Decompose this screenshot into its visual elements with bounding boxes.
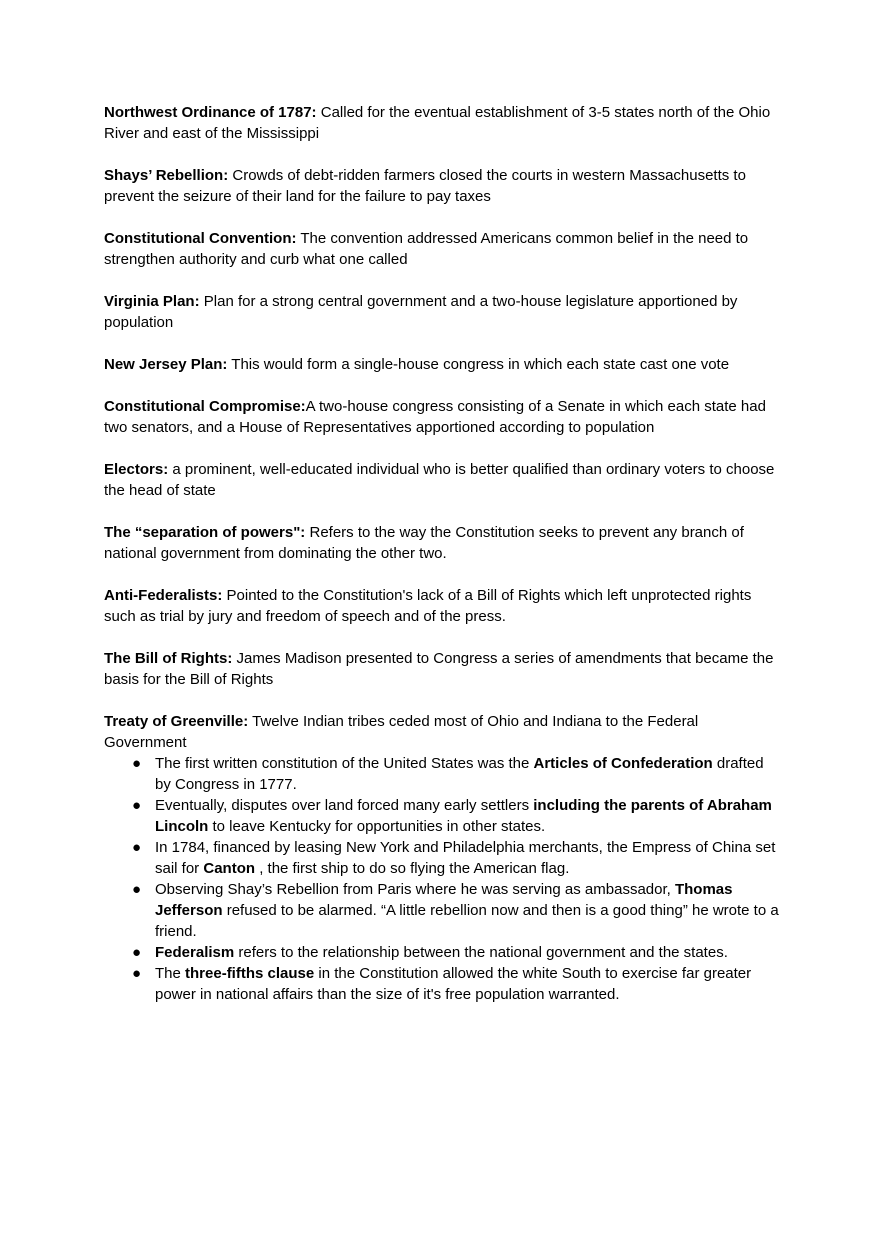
term-definition bbox=[104, 459, 780, 501]
bullet-text: to leave Kentucky for opportunities in other states. bbox=[208, 818, 546, 835]
term-label: Treaty of Greenville: bbox=[104, 713, 249, 730]
term-label: New Jersey Plan: bbox=[104, 356, 228, 373]
term-list bbox=[104, 102, 780, 753]
bullet-icon: ● bbox=[132, 881, 142, 898]
bullet-icon: ● bbox=[132, 839, 142, 856]
term-definition bbox=[104, 585, 780, 627]
bullet-bold-text: including the parents of Abraham Lincoln bbox=[155, 797, 772, 835]
term-label: The “separation of powers": bbox=[104, 524, 306, 541]
term-text: Twelve Indian tribes ceded most of Ohio and Indiana to the Federal Government bbox=[104, 713, 699, 751]
term-definition bbox=[104, 396, 780, 438]
bullet-item bbox=[104, 837, 780, 879]
bullet-item bbox=[104, 879, 780, 942]
term-text: The convention addressed Americans common belief in the need to strengthen authority and curb what one called bbox=[104, 230, 749, 268]
term-text: Pointed to the Constitution's lack of a Bill of Rights which left unprotected rights such as trial by jury and freedom of speech and of the press. bbox=[104, 587, 752, 625]
term-label: Anti-Federalists: bbox=[104, 587, 223, 604]
bullet-item bbox=[104, 753, 780, 795]
bullet-item bbox=[104, 942, 780, 963]
term-definition bbox=[104, 228, 780, 270]
term-label: Shays’ Rebellion: bbox=[104, 167, 229, 184]
term-text: Plan for a strong central government and a two-house legislature apportioned by population bbox=[104, 293, 738, 331]
term-label: The Bill of Rights: bbox=[104, 650, 233, 667]
bullet-list bbox=[104, 753, 780, 1005]
term-label: Northwest Ordinance of 1787: bbox=[104, 104, 317, 121]
term-label: Virginia Plan: bbox=[104, 293, 200, 310]
bullet-bold-text: Canton bbox=[203, 860, 256, 877]
term-definition bbox=[104, 165, 780, 207]
bullet-text: The first written constitution of the United States was the bbox=[155, 755, 534, 772]
bullet-item bbox=[104, 795, 780, 837]
bullet-icon: ● bbox=[132, 755, 142, 772]
term-label: Electors: bbox=[104, 461, 169, 478]
bullet-text: , the first ship to do so flying the American flag. bbox=[255, 860, 570, 877]
term-text: James Madison presented to Congress a series of amendments that became the basis for the Bill of Rights bbox=[104, 650, 774, 688]
bullet-bold-text: Articles of Confederation bbox=[533, 755, 713, 772]
term-definition bbox=[104, 522, 780, 564]
bullet-icon: ● bbox=[132, 965, 142, 982]
bullet-text: Observing Shay’s Rebellion from Paris where he was serving as ambassador, bbox=[155, 881, 675, 898]
term-text: Refers to the way the Constitution seeks to prevent any branch of national government from dominating the other two. bbox=[104, 524, 744, 562]
bullet-bold-text: three-fifths clause bbox=[185, 965, 315, 982]
bullet-bold-text: Thomas Jefferson bbox=[155, 881, 733, 919]
term-label: Constitutional Convention: bbox=[104, 230, 297, 247]
term-text: a prominent, well-educated individual who is better qualified than ordinary voters to choose the head of state bbox=[104, 461, 775, 499]
bullet-item bbox=[104, 963, 780, 1005]
bullet-icon: ● bbox=[132, 944, 142, 961]
term-definition bbox=[104, 354, 780, 375]
bullet-text: Eventually, disputes over land forced many early settlers bbox=[155, 797, 534, 814]
bullet-text: refused to be alarmed. “A little rebellion now and then is a good thing” he wrote to a friend. bbox=[155, 902, 779, 940]
term-text: This would form a single-house congress in which each state cast one vote bbox=[227, 356, 730, 373]
term-text: A two-house congress consisting of a Senate in which each state had two senators, and a House of Representatives apportioned according to population bbox=[104, 398, 766, 436]
term-label: Constitutional Compromise: bbox=[104, 398, 306, 415]
bullet-text: drafted by Congress in 1777. bbox=[155, 755, 764, 793]
term-definition bbox=[104, 711, 780, 753]
term-text: Called for the eventual establishment of 3-5 states north of the Ohio River and east of the Mississippi bbox=[104, 104, 771, 142]
bullet-text: in the Constitution allowed the white South to exercise far greater power in national affairs than the size of it's free population warranted. bbox=[155, 965, 752, 1003]
bullet-icon: ● bbox=[132, 797, 142, 814]
term-definition bbox=[104, 291, 780, 333]
term-definition bbox=[104, 102, 780, 144]
term-text: Crowds of debt-ridden farmers closed the courts in western Massachusetts to prevent the seizure of their land for the failure to pay taxes bbox=[104, 167, 746, 205]
bullet-bold-text: Federalism bbox=[155, 944, 235, 961]
term-definition bbox=[104, 648, 780, 690]
bullet-text: In 1784, financed by leasing New York and Philadelphia merchants, the Empress of China set sail for bbox=[155, 839, 776, 877]
bullet-text: refers to the relationship between the national government and the states. bbox=[234, 944, 728, 961]
document-page bbox=[104, 102, 780, 1005]
bullet-text: The bbox=[155, 965, 186, 982]
